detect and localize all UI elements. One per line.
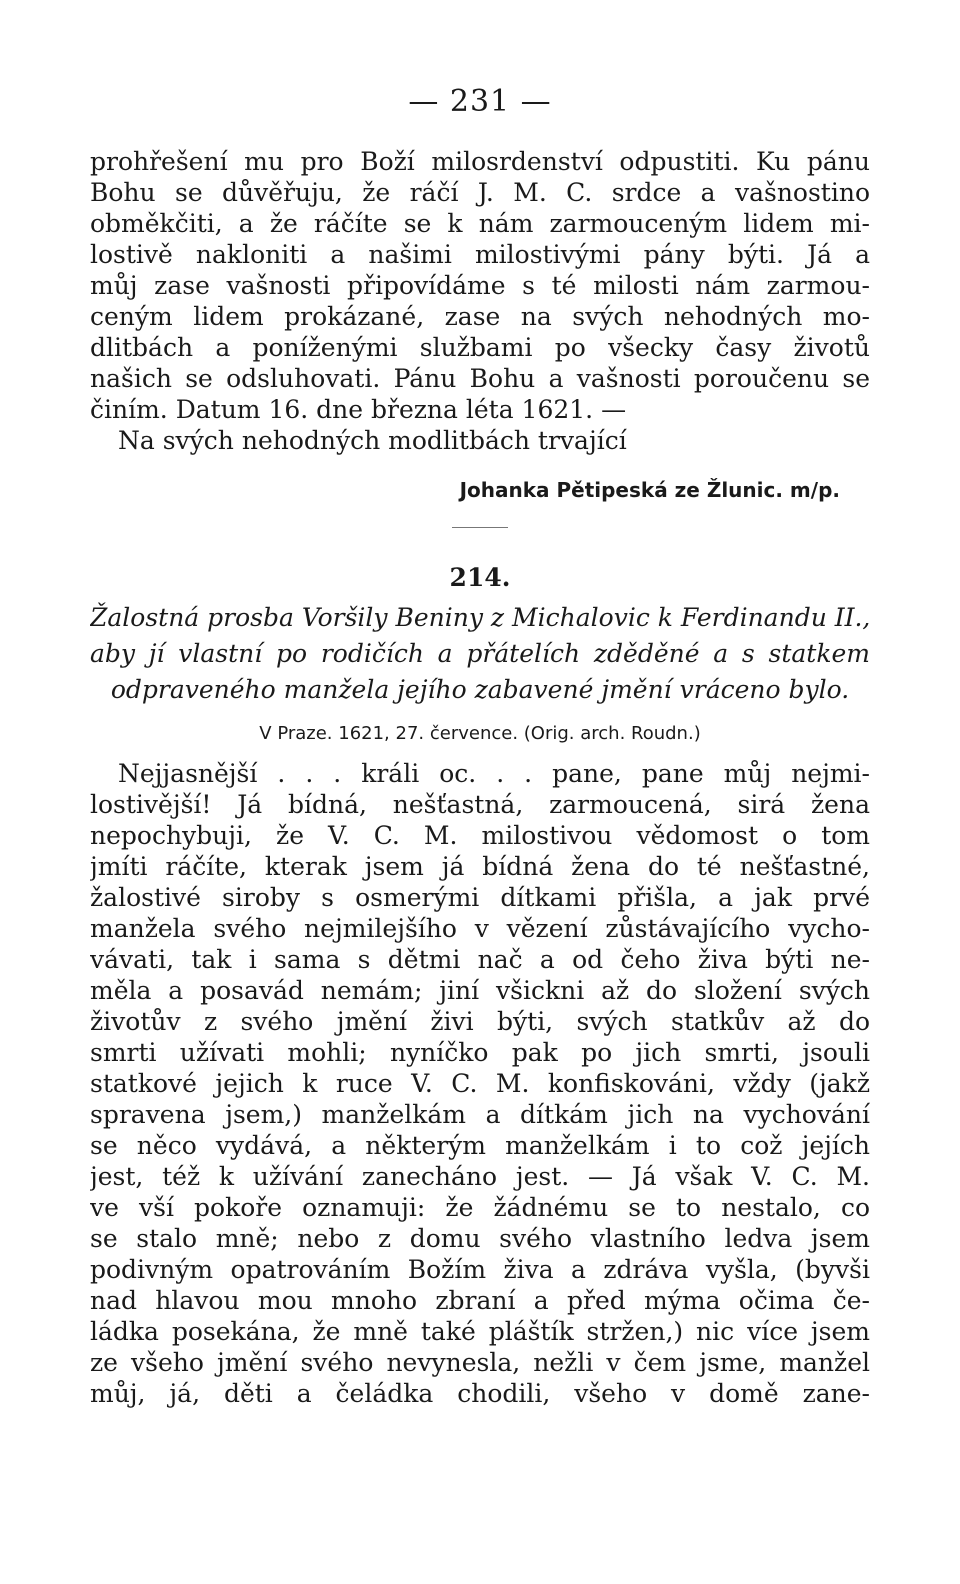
text-line: žalostivé siroby s osmerými dítkami přišla, a jak prvé	[90, 883, 870, 912]
text-line: lostivě nakloniti a našimi milostivými pány býti. Já a	[90, 240, 870, 269]
document-body	[90, 758, 870, 1409]
text-line: ve vší pokoře oznamuji: že žádnému se to nestalo, co	[90, 1193, 870, 1222]
text-line: obměkčiti, a že ráčíte se k nám zarmouceným lidem mi-	[90, 209, 870, 238]
text-line: životův z svého jmění živi býti, svých statkův až do	[90, 1007, 870, 1036]
text-line: dlitbách a poníženými službami po všecky časy životů	[90, 333, 870, 362]
source-note: V Praze. 1621, 27. července. (Orig. arch. Roudn.)	[259, 723, 701, 744]
text-line: ceným lidem prokázané, zase na svých nehodných mo-	[90, 302, 870, 331]
text-line: se něco vydává, a některým manželkám i to což jejích	[90, 1131, 870, 1160]
text-line: našich se odsluhovati. Pánu Bohu a vašnosti poroučenu se	[90, 364, 870, 393]
section-divider	[452, 527, 508, 528]
text-line: smrti užívati mohli; nyníčko pak po jich smrti, jsouli	[90, 1038, 870, 1067]
closing-line: Na svých nehodných modlitbách trvající	[118, 426, 627, 455]
text-line: manžela svého nejmilejšího v vězení zůstávajícího vycho-	[90, 914, 870, 943]
text-line: jest, též k užívání zanecháno jest. — Já však V. C. M.	[90, 1162, 870, 1191]
text-line: ládka posekána, že mně také pláštík stržen,) nic více jsem	[90, 1317, 870, 1346]
document-number: 214.	[449, 563, 511, 592]
text-line: podivným opatrováním Božím živa a zdráva vyšla, (byvši	[90, 1255, 870, 1284]
text-line: vávati, tak i sama s dětmi nač a od čeho živa býti ne-	[90, 945, 870, 974]
text-line: činím. Datum 16. dne března léta 1621. —	[90, 395, 627, 424]
text-line: spravena jsem,) manželkám a dítkám jich na vychování	[90, 1100, 870, 1129]
text-line: jmíti ráčíte, kterak jsem já bídná žena do té nešťastné,	[90, 852, 870, 881]
letter-end-text	[90, 146, 870, 456]
text-line: ze všeho jmění svého nevynesla, nežli v čem jsme, manžel	[90, 1348, 870, 1377]
text-line: se stalo mně; nebo z domu svého vlastního ledva jsem	[90, 1224, 870, 1253]
text-line: můj, já, děti a čeládka chodili, všeho v domě zane-	[90, 1379, 870, 1408]
signature: Johanka Pětipeská ze Žlunic. m/p.	[459, 478, 840, 502]
text-line: můj zase vašnosti připovídáme s té milosti nám zarmou-	[90, 271, 870, 300]
text-line: prohřešení mu pro Boží milosrdenství odpustiti. Ku pánu	[90, 147, 870, 176]
page-number: — 231 —	[408, 84, 552, 119]
title-line: odpraveného manžela jejího zabavené jmění vráceno bylo.	[110, 675, 850, 704]
text-line: Nejjasnější . . . králi oc. . . pane, pane můj nejmi-	[118, 759, 870, 788]
text-line: Bohu se důvěřuju, že ráčí J. M. C. srdce a vašnostino	[90, 178, 870, 207]
text-line: nad hlavou mou mnoho zbraní a před mýma očima če-	[90, 1286, 870, 1315]
document-title	[90, 600, 870, 708]
text-line: statkové jejich k ruce V. C. M. konfiskováni, vždy (jakž	[90, 1069, 870, 1098]
text-line: lostivější! Já bídná, nešťastná, zarmoucená, sirá žena	[90, 790, 870, 819]
title-line: Žalostná prosba Voršily Beniny z Michalovic k Ferdinandu II.,	[90, 603, 870, 632]
title-line: aby jí vlastní po rodičích a přátelích zděděné a s statkem	[90, 639, 870, 668]
text-line: měla a posavád nemám; jiní všickni až do složení svých	[90, 976, 870, 1005]
text-line: nepochybuji, že V. C. M. milostivou vědomost o tom	[90, 821, 870, 850]
